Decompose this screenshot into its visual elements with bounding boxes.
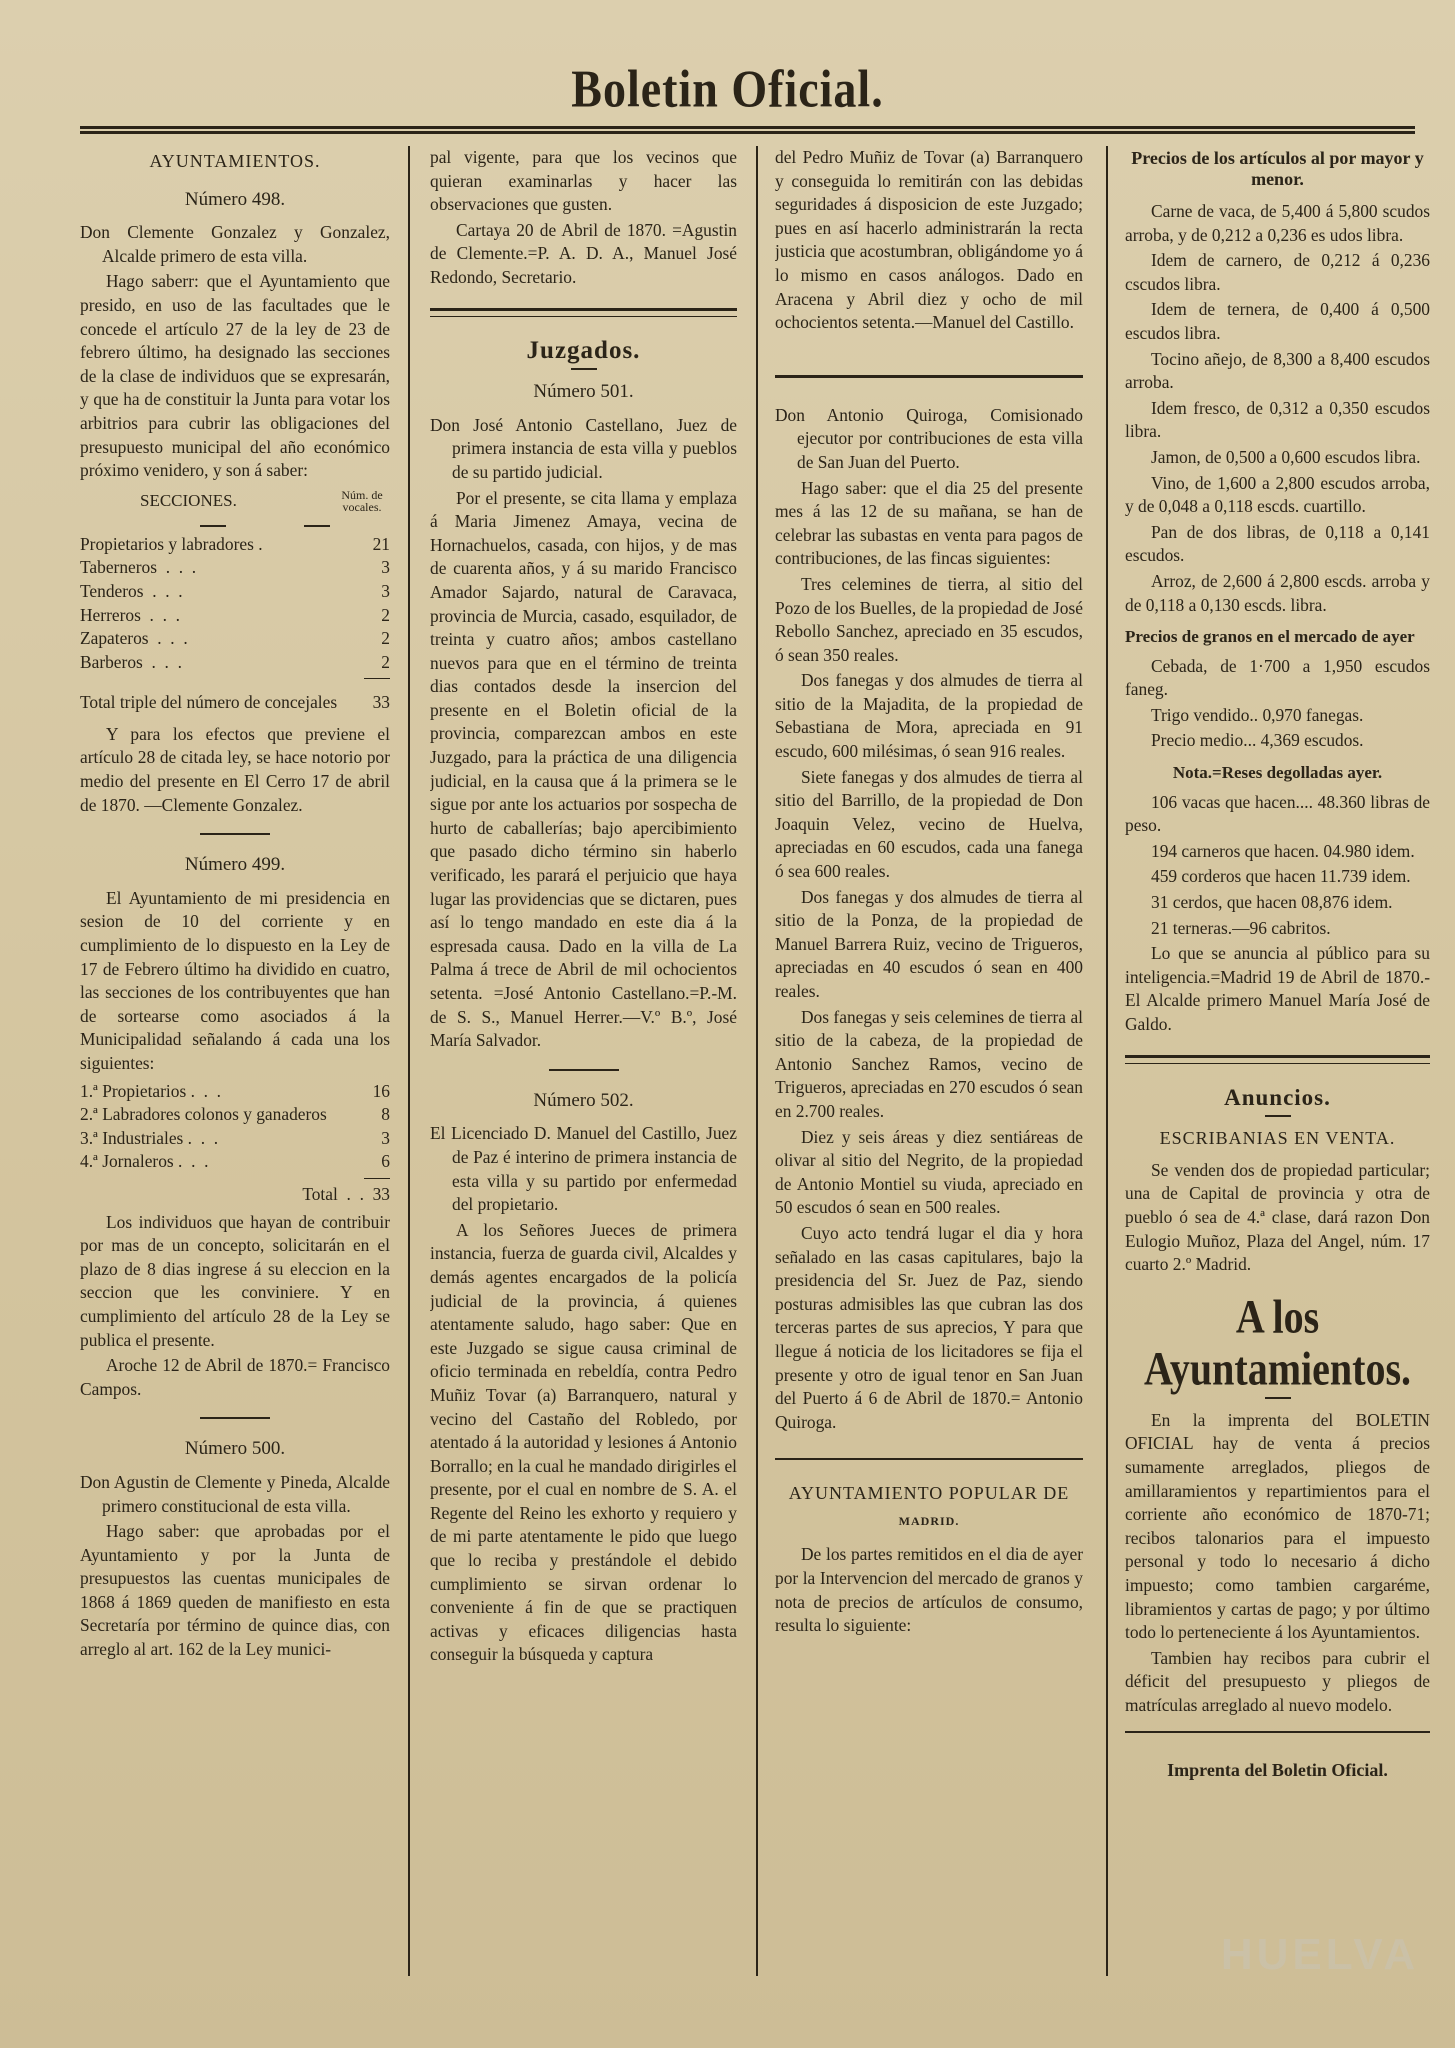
separator <box>430 308 737 317</box>
notice-continuation: pal vigente, para que los vecinos que quieran examinarlas y hacer las observaciones que gusten. <box>430 147 737 215</box>
list-item: Tocino añejo, de 8,300 a 8,400 escudos arroba. <box>1125 348 1430 393</box>
separator <box>1265 1115 1291 1117</box>
notice-signature: Cartaya 20 de Abril de 1870. =Agustin de Clemente.=P. A. D. A., Manuel José Redondo, Secretario. <box>430 219 737 287</box>
notice-opening: Don Antonio Quiroga, Comisionado ejecutor por contribuciones de esta villa de San Juan del Puerto. <box>775 404 1083 472</box>
column-2 <box>430 146 737 1976</box>
notice-body: Hago saber: que el dia 25 del presente mes á las 12 de su mañana, se han de celebrar las subastas en venta para pagos de contribuciones, de las fincas siguientes: <box>775 477 1083 569</box>
separator <box>775 375 1083 378</box>
table-header-rule <box>80 517 390 527</box>
table-row: 2.ª Labradores colonos y ganaderos 8 <box>80 1104 390 1125</box>
section-subtitle: MADRID. <box>898 1513 960 1528</box>
list-item: Precio medio... 4,369 escudos. <box>1151 730 1364 751</box>
notice-opening: Don José Antonio Castellano, Juez de primera instancia de esta villa y pueblos de su partido judicial. <box>430 414 737 482</box>
notice-body: De los partes remitidos en el dia de ayer por la Intervencion del mercado de granos y nota de precios de artículos de consumo, resulta lo siguiente: <box>775 1544 1083 1636</box>
column-divider <box>756 146 758 1976</box>
list-item: Trigo vendido.. 0,970 fanegas. <box>1151 704 1364 725</box>
separator <box>549 1069 619 1071</box>
notice-body: Por el presente, se cita llama y emplaza á Maria Jimenez Amaya, vecina de Hornachuelos, casada, con hijos, y de mas de cuarenta años, y á su marido Francisco Amador Sajardo, natural de Caravaca, provincia de Murcia, casado, esquilador, de treinta y cuatro años; ambos castellano nuevos para que en el término de treinta dias contados desde la insercion del presente en el Boletin oficial de la provincia, comparezcan ambos en este Juzgado, para la práctica de una diligencia judicial, en la causa que á la primera se le sigue por ante los actuarios por sospecha de hurto de caballerías; bajo apercibimiento que pasado dicho término sin haberlo verificado, les parará el perjuicio que haya lugar las providencias que se dictaren, pues así lo tengo mandado en este dia á la espresada causa. Dado en la villa de La Palma á trece de Abril de mil ochocientos setenta. =José Antonio Castellano.=P.-M. de S. S., Manuel Herrer.—V.º B.º, José María Salvador. <box>430 487 737 1051</box>
notice-body: Hago saber: que aprobadas por el Ayuntamiento y por la Junta de presupuestos las cuentas municipales de 1868 á 1869 queden de manifiesto en esta Secretaría por término de quince dias, con arreglo al art. 162 de la Ley munici- <box>80 1521 390 1660</box>
list-item: 31 cerdos, que hacen 08,876 idem. <box>1151 892 1393 913</box>
notice-signature: Aroche 12 de Abril de 1870.= Francisco Campos. <box>80 1355 390 1399</box>
list-item: 106 vacas que hacen.... 48.360 libras de peso. <box>1125 791 1430 836</box>
list-item: Jamon, de 0,500 a 0,600 escudos libra. <box>1151 446 1421 467</box>
notice-body: A los Señores Jueces de primera instancia, fuerza de guarda civil, Alcaldes y demás agentes encargados de la policía judicial de la provincia, á quienes atentamente saludo, hago saber: Que en este Juzgado se sigue causa criminal de oficio terminada en rebeldía, contra Pedro Muñiz Tovar (a) Barranquero, natural y vecino del Castaño del Robledo, por atentado á la autoridad y lesiones á Antonio Borrallo; en la cual he mandado dirigirles el presente, por el cual en nombre de S. A. el Regente del Reino les exhorto y requiero y de mi parte atentamente le pido que luego que lo reciba y prestándole el debido cumplimiento se sirvan ordenar lo conveniente á fin de que se practiquen activas y eficaces diligencias hasta conseguir la búsqueda y captura <box>430 1219 737 1665</box>
table-row: Herreros . . . 2 <box>80 604 390 625</box>
notice-number: Número 498. <box>184 188 286 210</box>
table-header-label: SECCIONES. <box>140 491 237 511</box>
separator <box>775 1458 1083 1460</box>
notice-body: En la imprenta del BOLETIN OFICIAL hay de venta á precios sumamente arreglados, pliegos de amillaramientos y repartimientos para el corriente año económico de 1870-71; recibos talonarios para el impuesto personal y todo lo necesario á dicho impuesto; como tambien cargaréme, libramientos y cartas de pago; y por último todo lo perteneciente á los Ayuntamientos. <box>1125 1409 1430 1643</box>
list-item: Carne de vaca, de 5,400 á 5,800 scudos arroba, y de 0,212 a 0,236 es udos libra. <box>1125 201 1430 245</box>
grains-title: Precios de granos en el mercado de ayer <box>1125 627 1415 647</box>
notice-body: Los individuos que hayan de contribuir por mas de un concepto, solicitarán en el plazo de 8 dias ingrese á su eleccion en la seccion que les conviniere. Y en cumplimiento del artículo 28 de la Ley se publica el presente. <box>80 1211 390 1350</box>
list-item: 459 corderos que hacen 11.739 idem. <box>1151 866 1411 887</box>
reses-title: Nota.=Reses degolladas ayer. <box>1172 763 1383 783</box>
list-item: Dos fanegas y seis celemines de tierra al sitio de la cabeza, de la propiedad de Antonio Sanchez Ramos, vecino de Trigueros, apreciadas en 270 escudos ó sean en 2.700 reales. <box>775 1006 1083 1121</box>
prices-title: Precios de los artículos al por mayor y menor. <box>1131 148 1424 189</box>
notice-closing: Lo que se anuncia al público para su inteligencia.=Madrid 19 de Abril de 1870.-El Alcalde primero Manuel María José de Galdo. <box>1125 943 1430 1034</box>
separator <box>1125 1055 1430 1064</box>
separator <box>1265 1397 1291 1399</box>
notice-continuation: del Pedro Muñiz de Tovar (a) Barranquero y conseguida lo remitirán con las debidas seguridades á disposicion de este Juzgado; pues en así hacerlo administrarán la recta justicia que acostumbran, obligándome yo á lo mismo en casos análogos. Dado en Aracena y Abril diez y ocho de mil ochocientos setenta.—Manuel del Castillo. <box>775 147 1083 333</box>
notice-body: Se venden dos de propiedad particular; una de Capital de provincia y otra de pueblo ó sea de 4.ª clase, dará razon Don Eulogio Muñoz, Plaza del Angel, núm. 17 cuarto 2.º Madrid. <box>1125 1159 1430 1275</box>
table-row: 1.ª Propietarios . . . 16 <box>80 1080 390 1101</box>
table-total-row: Total . . 33 <box>302 1183 390 1204</box>
table-row: Zapateros . . . 2 <box>80 628 390 649</box>
column-3 <box>775 146 1083 1976</box>
section-title: Juzgados. <box>526 336 641 364</box>
sections-table <box>80 533 390 715</box>
table-row: Propietarios y labradores . 21 <box>80 533 390 554</box>
table-header-count: Núm. de vocales. <box>341 487 383 514</box>
list-item: 194 carneros que hacen. 04.980 idem. <box>1151 840 1415 861</box>
table-row: Barberos . . . 2 <box>80 651 390 672</box>
notice-number: Número 502. <box>533 1089 634 1111</box>
column-divider <box>1106 146 1108 1976</box>
sections-table <box>80 1080 390 1207</box>
separator <box>1125 1731 1430 1733</box>
masthead-rule <box>80 126 1415 134</box>
list-item: Arroz, de 2,600 á 2,800 escds. arroba y de 0,118 a 0,130 escds. libra. <box>1125 570 1430 615</box>
separator <box>200 833 270 835</box>
ayuntamientos-title: A los Ayuntamientos. <box>1143 1289 1412 1395</box>
notice-number: Número 500. <box>184 1438 286 1460</box>
printer-footer: Imprenta del Boletin Oficial. <box>1167 1760 1388 1781</box>
masthead-title: Boletin Oficial. <box>571 59 884 118</box>
list-item: Idem fresco, de 0,312 a 0,350 escudos libra. <box>1125 397 1430 442</box>
section-title: AYUNTAMIENTO POPULAR DE <box>788 1483 1070 1504</box>
list-item: Idem de carnero, de 0,212 á 0,236 cscudos libra. <box>1125 250 1430 294</box>
notice-number: Número 499. <box>184 854 286 876</box>
list-item: Cebada, de 1·700 a 1,950 escudos faneg. <box>1125 655 1430 700</box>
notice-opening: Don Agustin de Clemente y Pineda, Alcalde primero constitucional de esta villa. <box>80 1471 390 1516</box>
notice-opening: El Licenciado D. Manuel del Castillo, Juez de Paz é interino de primera instancia de esta villa y su partido por enfermedad del propietario. <box>430 1123 737 1215</box>
section-title: AYUNTAMIENTOS. <box>149 151 321 171</box>
table-row: 4.ª Jornaleros . . . 6 <box>80 1151 390 1172</box>
notice-number: Número 501. <box>533 381 634 403</box>
anuncios-title: Anuncios. <box>1224 1084 1331 1110</box>
notice-body: Hago saberr: que el Ayuntamiento que presido, en uso de las facultades que le concede el artículo 27 de la ley de 23 de febrero último, ha designado las secciones de la clase de individuos que se expresarán, y que ha de constituir la Junta para votar los arbitrios para cubrir las obligaciones del presupuesto municipal del año económico próximo venidero, y son á saber: <box>80 271 390 481</box>
column-4 <box>1125 146 1430 1976</box>
notice-body: El Ayuntamiento de mi presidencia en sesion de 10 del corriente y en cumplimiento de lo dispuesto en la Ley de 17 de Febrero último ha dividido en cuatro, las secciones de los contribuyentes que han de sortearse como asociados á la Municipalidad señalando á cada una los siguientes: <box>80 887 390 1073</box>
notice-opening: Don Clemente Gonzalez y Gonzalez, Alcalde primero de esta villa. <box>80 222 390 266</box>
list-item: Tres celemines de tierra, al sitio del Pozo de los Buelles, de la propiedad de José Rebollo Sanchez, apreciado en 35 escudos, ó sean 350 reales. <box>775 573 1083 665</box>
notice-body: Tambien hay recibos para cubrir el déficit del presupuesto y pliegos de matrículas arreglado al nuevo modelo. <box>1125 1647 1430 1715</box>
list-item: Diez y seis áreas y diez sentiáreas de olivar al sitio del Negrito, de la propiedad de Antonio Montiel su viuda, apreciado en 50 escudos ó sean en 500 reales. <box>775 1126 1083 1218</box>
list-item: Dos fanegas y dos almudes de tierra al sitio de la Majadita, de la propiedad de Sebastiana de Mora, apreciada en 91 escudo, 600 milésimas, ó sean 916 reales. <box>775 670 1083 762</box>
library-stamp: HUELVA <box>1220 1930 1420 1979</box>
separator <box>200 1417 270 1419</box>
column-divider <box>408 146 410 1976</box>
table-row: Tenderos . . . 3 <box>80 580 390 601</box>
table-row: Taberneros . . . 3 <box>80 557 390 578</box>
list-item: 21 terneras.—96 cabritos. <box>1151 917 1331 938</box>
escribanias-title: ESCRIBANIAS EN VENTA. <box>1159 1128 1396 1149</box>
table-total-row: Total triple del número de concejales 33 <box>80 692 390 713</box>
table-header <box>80 489 390 513</box>
list-item: Idem de ternera, de 0,400 á 0,500 escudos libra. <box>1125 299 1430 343</box>
list-item: Cuyo acto tendrá lugar el dia y hora señalado en las casas capitulares, bajo la presidencia del Sr. Juez de Paz, siendo posturas admisibles las que cubran las dos terceras partes de sus aprecios, Y para que llegue á noticia de los licitadores se fija el presente y otro de igual tenor en San Juan del Puerto á 6 de Abril de 1870.= Antonio Quiroga. <box>775 1222 1083 1432</box>
list-item: Pan de dos libras, de 0,118 a 0,141 escudos. <box>1125 521 1430 566</box>
column-1 <box>80 146 390 1976</box>
list-item: Dos fanegas y dos almudes de tierra al sitio de la Ponza, de la propiedad de Manuel Barrera Ruiz, vecino de Trigueros, apreciadas en 40 escudos ó sean en 400 reales. <box>775 886 1083 1001</box>
separator <box>571 368 597 370</box>
list-item: Vino, de 1,600 a 2,800 escudos arroba, y de 0,048 a 0,118 escds. cuartillo. <box>1125 472 1430 517</box>
table-row: 3.ª Industriales . . . 3 <box>80 1127 390 1148</box>
list-item: Siete fanegas y dos almudes de tierra al sitio del Barrillo, de la propiedad de Don Joaquin Velez, vecino de Huelva, apreciadas en 60 escudos, cada una fanega ó sea 600 reales. <box>775 766 1083 882</box>
notice-closing: Y para los efectos que previene el artículo 28 de citada ley, se hace notorio por medio del presente en El Cerro 17 de abril de 1870. —Clemente Gonzalez. <box>80 723 390 815</box>
